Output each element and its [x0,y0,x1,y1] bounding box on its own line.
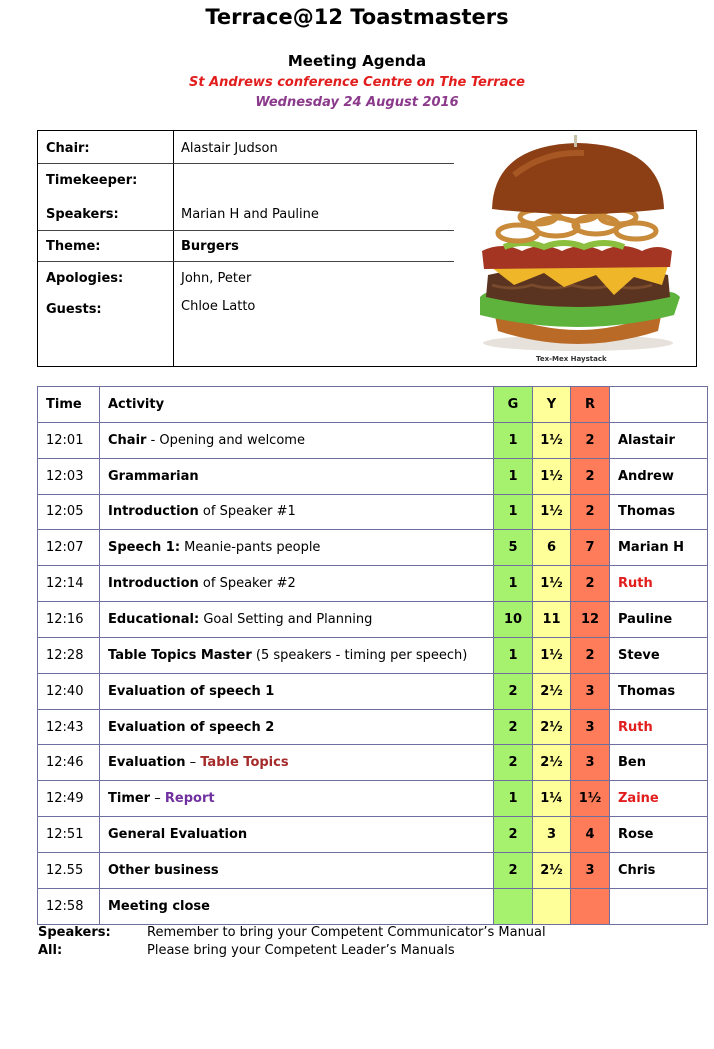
green-time-cell: 1 [494,566,533,602]
yellow-time-cell [533,888,571,924]
yellow-time-cell: 2½ [533,852,571,888]
person-cell: Thomas [610,494,708,530]
activity-highlight: Table Topics [200,755,289,771]
time-cell: 12:01 [38,422,100,458]
time-cell: 12.55 [38,852,100,888]
yellow-time-cell: 3 [533,817,571,853]
yellow-time-cell: 1½ [533,566,571,602]
time-cell: 12:14 [38,566,100,602]
person-cell: Steve [610,637,708,673]
activity-detail: – [150,791,165,807]
activity-title: Evaluation of speech 2 [108,719,275,735]
time-cell: 12:49 [38,781,100,817]
table-header-row [38,387,708,423]
activity-cell [100,852,494,888]
activity-title: Chair [108,432,147,448]
yellow-time-cell: 1½ [533,458,571,494]
green-time-cell: 2 [494,852,533,888]
table-row [38,673,708,709]
activity-detail: – [185,755,201,771]
yellow-time-cell: 11 [533,602,571,638]
info-rule [38,163,454,164]
green-time-cell: 2 [494,673,533,709]
burger-image [464,135,692,365]
green-time-cell: 2 [494,745,533,781]
yellow-time-cell: 2½ [533,709,571,745]
header-activity: Activity [100,387,494,423]
table-row [38,530,708,566]
activity-title: Table Topics Master [108,647,252,663]
red-time-cell: 3 [571,709,610,745]
green-time-cell: 1 [494,458,533,494]
red-time-cell: 4 [571,817,610,853]
person-cell: Zaine [610,781,708,817]
table-row [38,745,708,781]
red-time-cell: 2 [571,637,610,673]
burger-illustration [464,135,692,365]
time-cell: 12:16 [38,602,100,638]
person-cell: Marian H [610,530,708,566]
red-time-cell: 7 [571,530,610,566]
note-all [38,943,638,961]
green-time-cell: 1 [494,494,533,530]
green-time-cell: 1 [494,781,533,817]
green-time-cell: 10 [494,602,533,638]
activity-cell [100,530,494,566]
table-row [38,566,708,602]
red-time-cell: 2 [571,422,610,458]
apologies-label: Apologies: [46,271,124,286]
org-title: Terrace@12 Toastmasters [205,5,509,29]
yellow-time-cell: 1½ [533,494,571,530]
guests-label: Guests: [46,302,102,317]
activity-title: Evaluation [108,755,186,771]
activity-title: Introduction [108,576,199,592]
time-cell: 12:46 [38,745,100,781]
table-row [38,852,708,888]
red-time-cell: 3 [571,745,610,781]
activity-cell [100,888,494,924]
time-cell: 12:43 [38,709,100,745]
activity-cell [100,817,494,853]
activity-cell [100,566,494,602]
info-rule [38,230,454,231]
green-time-cell: 2 [494,817,533,853]
guests-value: Chloe Latto [181,299,256,314]
table-row [38,888,708,924]
yellow-time-cell: 1½ [533,637,571,673]
speakers-label: Speakers: [46,207,119,222]
time-cell: 12:05 [38,494,100,530]
note-speakers-text: Remember to bring your Competent Communicator’s Manual [147,925,546,940]
activity-cell [100,673,494,709]
venue: St Andrews conference Centre on The Terrace [188,75,525,90]
table-row [38,781,708,817]
agenda-title: Meeting Agenda [287,52,427,70]
person-cell: Chris [610,852,708,888]
meeting-info-box [37,130,697,367]
info-divider [173,131,174,366]
red-time-cell: 2 [571,566,610,602]
person-cell: Ben [610,745,708,781]
activity-cell [100,709,494,745]
red-time-cell: 2 [571,458,610,494]
yellow-time-cell: 2½ [533,673,571,709]
table-row [38,709,708,745]
red-time-cell: 12 [571,602,610,638]
activity-cell [100,458,494,494]
image-caption: Tex-Mex Haystack [536,355,607,363]
header-person [610,387,708,423]
activity-cell [100,781,494,817]
yellow-time-cell: 1¼ [533,781,571,817]
activity-title: Grammarian [108,468,199,484]
green-time-cell: 1 [494,422,533,458]
time-cell: 12:40 [38,673,100,709]
activity-title: Meeting close [108,898,210,914]
note-all-text: Please bring your Competent Leader’s Manuals [147,943,455,958]
person-cell: Ruth [610,709,708,745]
activity-detail: (5 speakers - timing per speech) [251,647,468,663]
person-cell: Ruth [610,566,708,602]
apologies-value: John, Peter [181,271,252,286]
red-time-cell: 3 [571,852,610,888]
activity-title: Timer [108,791,151,807]
table-row [38,817,708,853]
activity-detail: - Opening and welcome [146,432,305,448]
header-red: R [571,387,610,423]
activity-cell [100,745,494,781]
activity-detail: Meanie-pants people [180,540,321,556]
activity-detail: of Speaker #2 [198,576,296,592]
info-rule [38,261,454,262]
activity-highlight: Report [164,791,215,807]
note-speakers-label: Speakers: [38,925,111,940]
table-row [38,637,708,673]
theme-label: Theme: [46,239,101,254]
activity-title: Speech 1: [108,540,181,556]
green-time-cell: 2 [494,709,533,745]
time-cell: 12:58 [38,888,100,924]
activity-cell [100,637,494,673]
activity-cell [100,422,494,458]
person-cell: Rose [610,817,708,853]
time-cell: 12:51 [38,817,100,853]
activity-cell [100,494,494,530]
table-row [38,602,708,638]
red-time-cell: 1½ [571,781,610,817]
person-cell: Thomas [610,673,708,709]
note-speakers [38,925,638,943]
red-time-cell: 3 [571,673,610,709]
table-row [38,494,708,530]
activity-title: Introduction [108,504,199,520]
person-cell: Andrew [610,458,708,494]
green-time-cell: 1 [494,637,533,673]
theme-value: Burgers [181,239,239,254]
meeting-date: Wednesday 24 August 2016 [255,95,459,110]
activity-title: Other business [108,862,219,878]
table-row [38,422,708,458]
red-time-cell: 2 [571,494,610,530]
notes [38,925,638,961]
time-cell: 12:28 [38,637,100,673]
time-cell: 12:07 [38,530,100,566]
chair-value: Alastair Judson [181,141,278,156]
note-all-label: All: [38,943,63,958]
timekeeper-label: Timekeeper: [46,173,138,188]
activity-title: Educational: [108,611,200,627]
green-time-cell [494,888,533,924]
header-green: G [494,387,533,423]
activity-detail: Goal Setting and Planning [199,611,373,627]
table-row [38,458,708,494]
green-time-cell: 5 [494,530,533,566]
activity-title: General Evaluation [108,827,248,843]
person-cell: Pauline [610,602,708,638]
yellow-time-cell: 2½ [533,745,571,781]
chair-label: Chair: [46,141,90,156]
yellow-time-cell: 1½ [533,422,571,458]
person-cell: Alastair [610,422,708,458]
activity-detail: of Speaker #1 [198,504,296,520]
header-time: Time [38,387,100,423]
person-cell [610,888,708,924]
activity-title: Evaluation of speech 1 [108,683,275,699]
header-yellow: Y [533,387,571,423]
speakers-value: Marian H and Pauline [181,207,319,222]
time-cell: 12:03 [38,458,100,494]
yellow-time-cell: 6 [533,530,571,566]
agenda-table [37,386,708,925]
red-time-cell [571,888,610,924]
activity-cell [100,602,494,638]
